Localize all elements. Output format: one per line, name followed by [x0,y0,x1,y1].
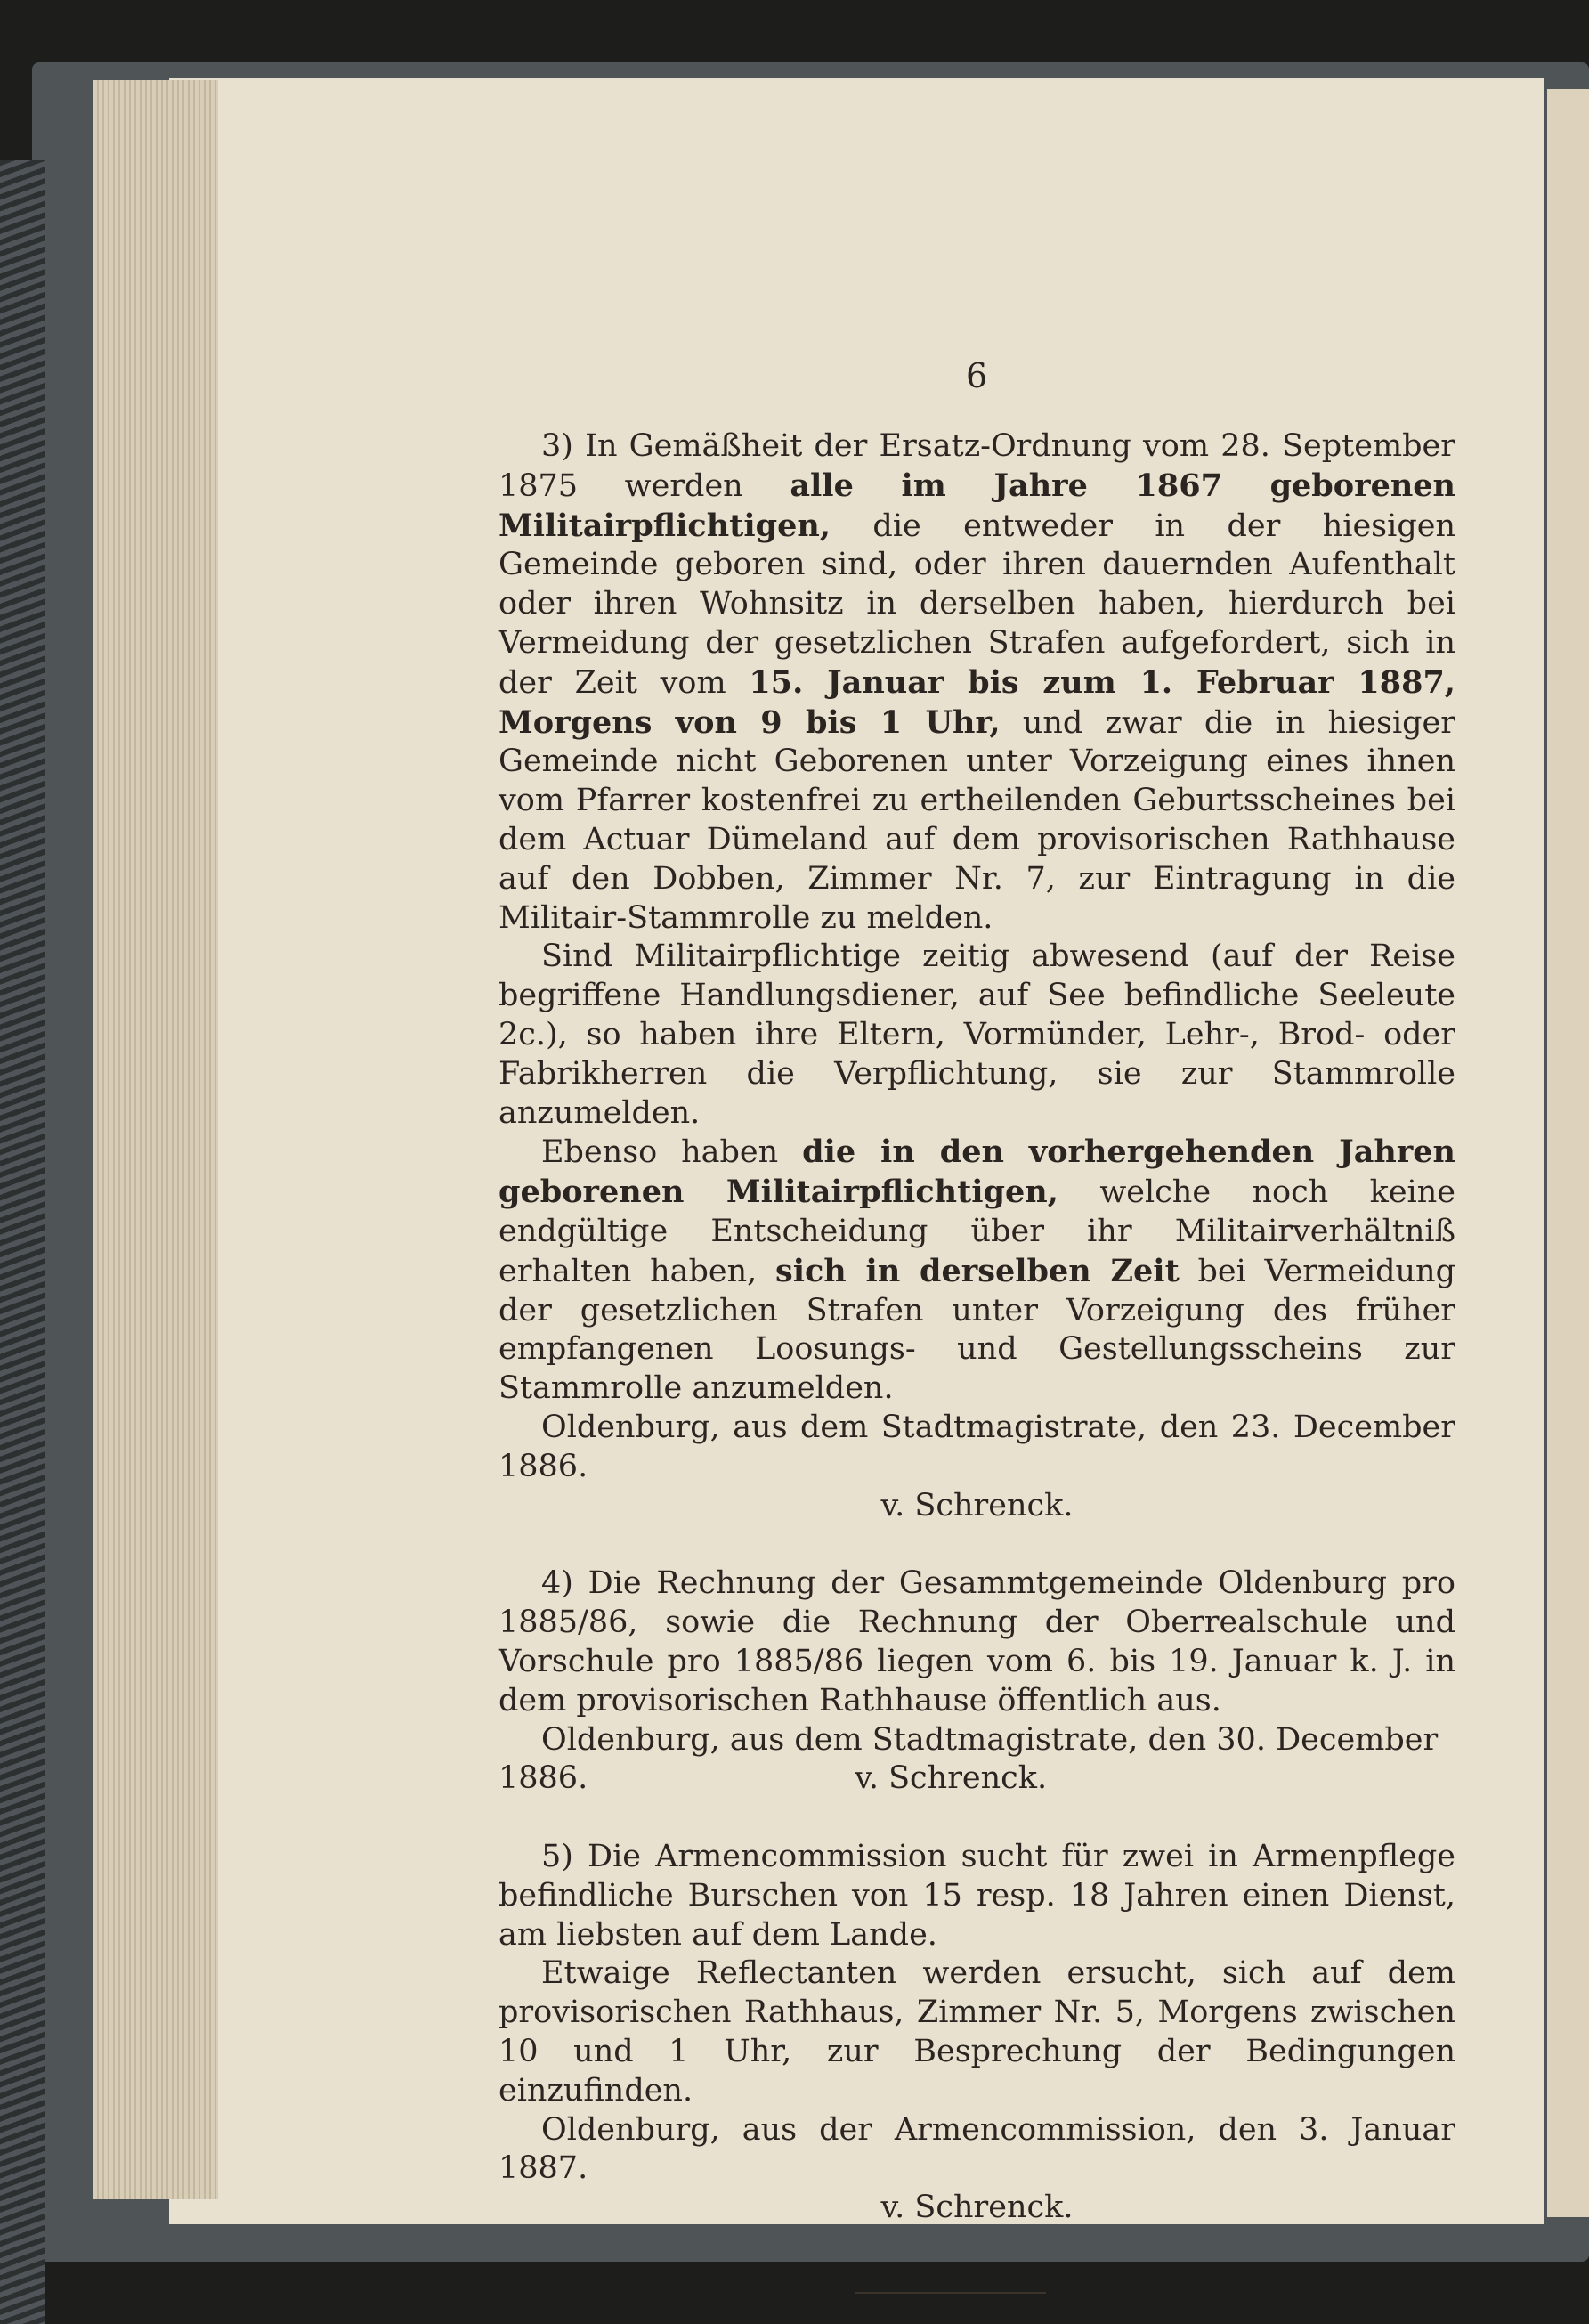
notice-4-year: 1886. [499,1760,588,1797]
notice-5-place-date: Oldenburg, aus der Armencommission, den 3. Januar 1887. [499,2111,1455,2187]
notice-4 [499,1564,1455,1799]
notice-3-paragraph-2: Sind Militairpflichtige zeitig abwesend (auf der Reise begriffene Handlungsdiener, auf See befindliche Seeleute 2c.), so haben ihre Eltern, Vormünder, Lehr-, Brod- oder Fabrikherren die Verpflichtung, sie zur Stammrolle anzumelden. [499,939,1455,1131]
notice-5-signature: v. Schrenck. [880,2190,1074,2226]
text-run: Ebenso haben [541,1134,803,1171]
text-run: und zwar die in hiesiger Gemeinde nicht Geborenen unter Vorzeigung eines ihnen vom Pfarrer kostenfrei zu ertheilenden Geburtsscheines bei dem Actuar Dümeland auf dem provisorischen Rathhause auf den Dobben, Zimmer Nr. 7, zur Eintragung in die Militair-Stammrolle zu melden. [499,704,1455,936]
book-spine [0,160,45,2324]
text-run: bei Vermeidung der gesetzlichen Strafen unter Vorzeigung des früher empfangenen Loosungs- und Gestellungsscheins zur Stammrolle anzumelden. [499,1253,1455,1407]
notice-4-paragraph-1: 4) Die Rechnung der Gesammtgemeinde Oldenburg pro 1885/86, sowie die Rechnung der Oberrealschule und Vorschule pro 1885/86 liegen vom 6. bis 19. Januar k. J. in dem provisorischen Rathhause öffentlich aus. [499,1565,1455,1719]
bold-text: 15. Januar bis zum 1. Februar 1887, Morgens von 9 bis 1 Uhr, [499,663,1455,741]
bold-text: die in den vorhergehenden Jahren geborenen Militairpflichtigen, [499,1134,1456,1211]
bold-text: sich in derselben Zeit [775,1252,1180,1289]
notice-5-paragraph-2: Etwaige Reflectanten werden ersucht, sich auf dem provisorischen Rathhaus, Zimmer Nr. 5, Morgens zwischen 10 und 1 Uhr, zur Besprechung der Bedingungen einzufinden. [499,1955,1455,2109]
text-run: die entweder in der hiesigen Gemeinde geboren sind, oder ihren dauernden Aufenthalt oder ihren Wohnsitz in derselben haben, hierdurch bei Vermeidung der gesetzlichen Strafen aufgefordert, sich in der Zeit vom [499,508,1455,701]
closing-rule [855,2292,1046,2294]
page-text [499,427,1455,2294]
notice-5 [499,1838,1455,2228]
bold-text: alle im Jahre 1867 geborenen Militairpflichtigen, [499,467,1455,544]
text-run: welche noch keine endgültige Entscheidung über ihr Militairverhältniß erhalten haben, [499,1174,1455,1289]
notice-3-paragraph-1 [499,427,1455,938]
notice-3-signature: v. Schrenck. [880,1487,1074,1524]
notice-4-year-signature [499,1759,1455,1799]
page-edges [93,80,218,2199]
notice-3-paragraph-3 [499,1133,1455,1409]
notice-3-place-date: Oldenburg, aus dem Stadtmagistrate, den 23. December 1886. [499,1409,1455,1484]
page-number: 6 [966,356,988,395]
notice-5-paragraph-1: 5) Die Armencommission sucht für zwei in Armenpflege befindliche Burschen von 15 resp. 18 Jahren einen Dienst, am liebsten auf dem Lande. [499,1839,1455,1953]
notice-3 [499,427,1455,1525]
facing-page-edge [1547,89,1589,2217]
text-run: 3) In Gemäßheit der Ersatz-Ordnung vom 28. September 1875 werden [499,428,1455,504]
notice-4-place-date: Oldenburg, aus dem Stadtmagistrate, den 30. December [541,1721,1439,1758]
notice-4-signature: v. Schrenck. [855,1760,1048,1797]
